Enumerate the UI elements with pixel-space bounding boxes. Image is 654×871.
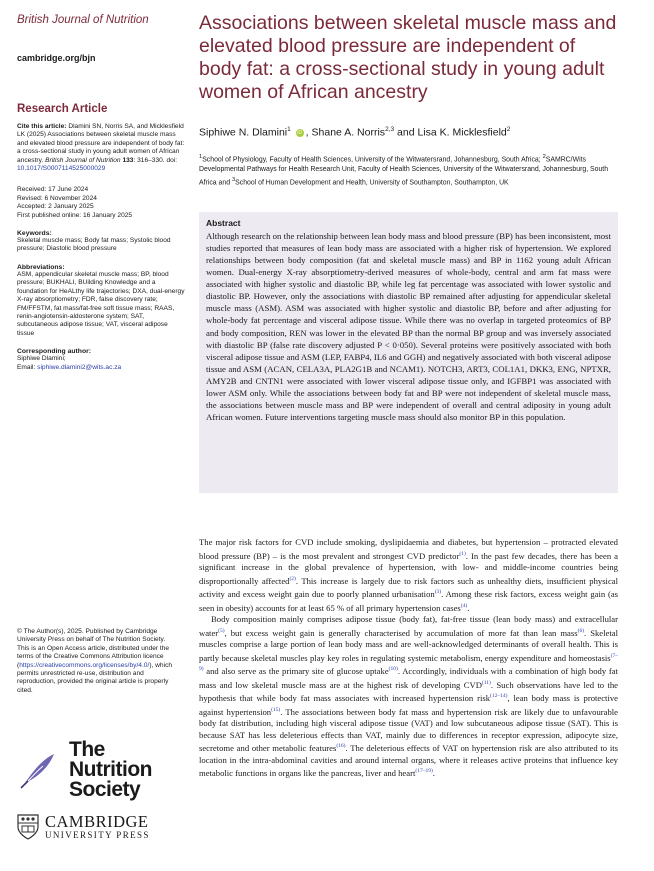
corresponding-heading: Corresponding author: <box>17 348 92 356</box>
ns-word-1: The <box>69 738 105 761</box>
affil-sup: 3 <box>231 176 236 183</box>
affiliation: School of Human Development and Health, University of Southampton, Southampton, UK <box>235 179 509 187</box>
keywords-heading: Keywords: <box>17 230 52 238</box>
abbreviations-text: ASM, appendicular skeletal muscle mass; BP, blood pressure; BUKHALI, BUilding Knowledge and a foundation for HeALthy life trajectories; DXA, dual-energy X-ray absorptiometry; FDR, false discovery rate; FM/FFSTM, fat mass/fat-free soft tissue mass; RAAS, renin-angiotensin-aldosterone system; SAT, subcutaneous adipose tissue; VAT, visceral adipose tissue <box>17 270 185 337</box>
doi-link[interactable]: 10.1017/S0007114525000029 <box>17 165 106 173</box>
citation-volume: 133 <box>122 156 134 164</box>
sidebar <box>17 14 185 372</box>
keywords-text: Skeletal muscle mass; Body fat mass; Systolic blood pressure; Diastolic blood pressure <box>17 237 171 253</box>
nutrition-society-wordmark <box>69 740 152 800</box>
citation-ref[interactable]: (17–19) <box>415 768 433 775</box>
author-and: and <box>394 126 418 139</box>
author-sup: 2 <box>506 126 511 133</box>
citation-text: Dlamini SN, Norris SA, and Micklesfield LK (2025) Associations between skeletal muscle mass and elevated blood pressure are independent of body fat: a cross-sectional study in young adult women of African ancestry. <box>17 123 185 164</box>
email-link[interactable]: siphiwe.dlamini2@wits.ac.za <box>37 363 122 371</box>
abstract-text: Although research on the relationship between lean body mass and blood pressure (BP) has been inconsistent, most studies reported that measures of lean body mass are associated with a higher risk of hypertension. We explored relationships between body composition (fat and skeletal muscle mass) and BP in 1162 young adult African women. Dual-energy X-ray absorptiometry-derived measures of whole-body, central and arm fat mass were associated with higher systolic and diastolic BP, while leg fat percentage was associated with lower systolic and diastolic BP. However, only the associations with diastolic BP remained after adjusting for appendicular skeletal muscle mass (ASM). ASM was associated with higher systolic and diastolic BP, before and after adjusting for whole-body fat percentage and visceral adipose tissue. While there was no overlap in targeted proteomics of BP and body composition, REN was lower in the elevated BP than the normal BP group and was inversely associated with diastolic BP (false rate discovery adjusted P < 0·050). Several proteins were positively associated with both visceral adipose tissue and ASM (LEP, FABP4, IL6 and GGH) and negatively associated with both visceral adipose tissue and ASM (ACAN, CELA3A, PLA2G1B and NCAM1). NOTCH3, ART3, COL1A1, DKK3, ENG, NPTXR, AMY2B and CNTN1 were associated with lower visceral adipose tissue only, and IGFBP1 was associated with lower ASM only. While the associations between body fat and BP were not independent of skeletal muscle mass, the associations between muscle mass and BP were independent of overall and central adiposity in young adult African women. Future interventions targeting muscle mass should also monitor BP in this population. <box>206 231 611 422</box>
license-post: ), which permits unrestricted re-use, distribution and reproduction, provided the original article is properly cited. <box>17 661 173 694</box>
citation-ref[interactable]: (11) <box>481 679 491 686</box>
body-paragraph-1: The major risk factors for CVD include smoking, dyslipidaemia and diabetes, but hypertension – protracted elevated blood pressure (BP) – is the most prevalent and strongest CVD predictor$^{(1)}$. In the past few decades, there has been a significant increase in the global prevalence of hypertension, with low- and middle-income countries being disproportionally affected$^{(2)}$. This increase is largely due to risk factors such as unhealthy diets, insufficient physical activity and excess weight gain due to poorly planned urbanisation$^{(3)}$. Among these risk factors, excess weight gain (as seen in obesity) accounts for at least 65 % of all primary hypertension cases$^{(4)}$. <box>199 537 618 613</box>
cup-line-2: UNIVERSITY PRESS <box>45 830 150 840</box>
citation-ref[interactable]: (1) <box>459 550 466 557</box>
citation-ref[interactable]: (7–9) <box>199 652 618 673</box>
author-sup: 1 <box>287 126 291 133</box>
author-list <box>199 126 619 139</box>
citation-journal: British Journal of Nutrition <box>45 156 121 164</box>
author-name: Shane A. Norris <box>311 126 386 139</box>
journal-name: British Journal of Nutrition <box>17 14 149 26</box>
cup-line-1: CAMBRIDGE <box>45 812 149 831</box>
citation-ref[interactable]: (3) <box>434 589 442 596</box>
date-revised: Revised: 6 November 2024 <box>17 194 97 202</box>
abstract-heading: Abstract <box>206 218 241 228</box>
author-separator: , <box>305 126 312 139</box>
license-pre: © The Author(s), 2025. Published by Cambridge University Press on behalf of The Nutrition Society. This is an Open Access article, distributed under the terms of the Creative Commons Attribution licence ( <box>17 628 170 669</box>
license-link[interactable]: https://creativecommons.org/licenses/by/4.0/ <box>19 661 150 669</box>
article-dates <box>17 186 185 220</box>
citation-ref[interactable]: (5) <box>218 627 225 634</box>
author-name: Siphiwe N. Dlamini <box>199 126 288 139</box>
affiliations <box>199 152 619 189</box>
orcid-icon[interactable]: iD <box>297 129 303 136</box>
article-header <box>199 12 619 188</box>
citation-ref[interactable]: (15) <box>271 706 281 713</box>
quill-icon <box>17 750 57 790</box>
affil-sup: 1 <box>199 153 203 160</box>
date-accepted: Accepted: 2 January 2025 <box>17 203 94 211</box>
citation-ref[interactable]: (16) <box>336 743 346 750</box>
affil-sup: 2 <box>542 153 546 160</box>
affiliation: SAMRC/Wits Developmental Pathways for Health Research Unit, Faculty of Health Sciences, University of the Witwatersrand, Johannesburg, South Africa and <box>199 155 609 187</box>
author-name: Lisa K. Micklesfield <box>417 126 507 139</box>
license-text <box>17 628 177 695</box>
citation-ref[interactable]: (6) <box>577 627 585 634</box>
citation-ref[interactable]: (4) <box>460 602 468 609</box>
cambridge-wordmark <box>45 814 150 840</box>
citation-ref[interactable]: (10) <box>388 666 398 673</box>
email-label: Email: <box>17 363 36 371</box>
publisher-logos <box>17 740 187 840</box>
ns-word-2: Nutrition <box>69 758 152 781</box>
ns-word-3: Society <box>69 778 141 801</box>
body-text <box>199 537 618 780</box>
citation-pages: : 316–330. doi: <box>133 156 178 164</box>
author-sup: 2,3 <box>385 126 395 133</box>
body-paragraph-2: Body composition mainly comprises adipose tissue (body fat), fat-free tissue (lean body mass) and extracellular water$^{(5)}$, but excess weight gain is generally characterised by accumulation of more fat than lean mass$^{(6)}$. Skeletal muscles comprise a large portion of lean body mass and are well-acknowledged determinants of overall health. This is partly because skeletal muscles play key roles in regulating systemic metabolism, energy expenditure and homeostasis$^{(7-9)}$ and also serve as the primary site of glucose uptake$^{(10)}$. Accordingly, individuals with a combination of high body fat mass and low skeletal muscle mass are at the highest risk of developing CVD$^{(11)}$. Such observations have led to the hypothesis that while body fat mass associates with increased hypertension risk$^{(12-14)}$, lean body mass is protective against hypertension$^{(15)}$. The associations between body fat mass and hypertension risk are likely due to unfavourable body fat distribution, including high visceral adipose tissue (VAT) and low subcutaneous adipose tissue (SAT). This is because SAT has less deleterious effects than VAT, mainly due to differences in receptor expression, adipocyte size, secretome and other metabolic features$^{(16)}$. The deleterious effects of VAT on hypertension risk are also attributed to its location in the intra-abdominal cavities and around internal organs, where it releases active proteins that influence key metabolic functions in organs like the pancreas, liver and heart$^{(17-19)}$. <box>199 614 618 779</box>
journal-url[interactable]: cambridge.org/bjn <box>17 53 96 63</box>
article-type: Research Article <box>17 103 108 115</box>
citation-ref[interactable]: (2) <box>289 575 296 582</box>
date-received: Received: 17 June 2024 <box>17 186 89 194</box>
citation-ref[interactable]: (12–14) <box>490 693 508 700</box>
nutrition-society-logo <box>17 740 187 800</box>
cambridge-shield-icon <box>17 814 39 840</box>
citation <box>17 123 185 173</box>
corresponding-name: Siphiwe Dlamini; <box>17 355 66 363</box>
corresponding-email-line <box>17 364 185 372</box>
abstract-box <box>199 212 618 493</box>
affiliation: School of Physiology, Faculty of Health Sciences, University of the Witwatersrand, Johannesburg, South Africa; <box>202 155 543 163</box>
article-title: Associations between skeletal muscle mass and elevated blood pressure are independent of body fat: a cross-sectional study in young adult women of African ancestry <box>199 12 617 103</box>
abbreviations-heading: Abbreviations: <box>17 263 65 271</box>
citation-label: Cite this article: <box>17 123 67 130</box>
cambridge-logo <box>17 814 187 840</box>
date-published: First published online: 16 January 2025 <box>17 211 133 219</box>
